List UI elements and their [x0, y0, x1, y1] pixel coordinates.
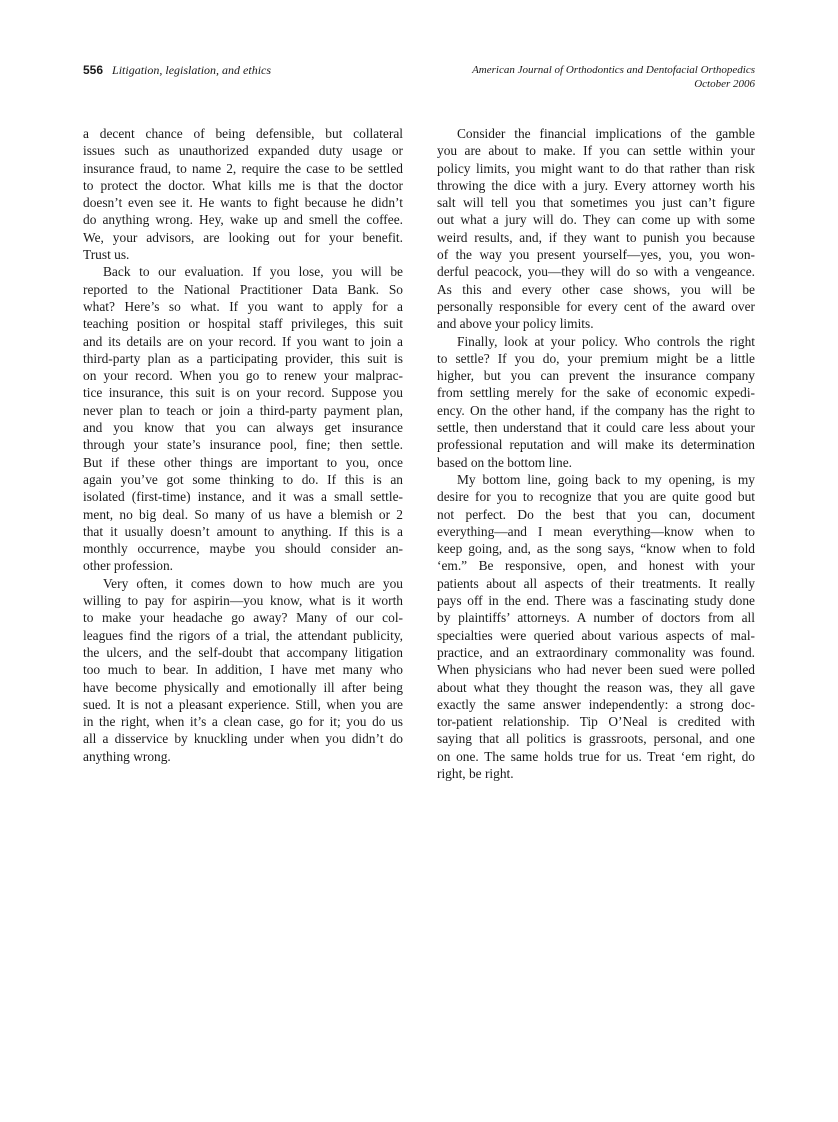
body-text-line: monthly occurrence, maybe you should consider an-	[83, 541, 403, 557]
body-text-line: again you’ve got some thinking to do. If this is an	[83, 471, 403, 487]
issue-date: October 2006	[694, 78, 755, 90]
body-text-line: salt will tell you that sometimes you just can’t figure	[437, 195, 755, 211]
body-text-line: that it usually doesn’t amount to anything. If this is a	[83, 523, 403, 539]
running-header-left	[83, 63, 271, 77]
body-text-line: about what they thought the reason was, they all gave	[437, 679, 755, 695]
body-text-line: anything wrong.	[83, 748, 171, 764]
body-text-line: weird results, and, if they want to punish you because	[437, 229, 755, 245]
body-text-line: Back to our evaluation. If you lose, you will be	[103, 264, 403, 280]
body-text-line: desire for you to recognize that you are quite good but	[437, 489, 755, 505]
body-text-line: tor-patient relationship. Tip O’Neal is credited with	[437, 714, 755, 730]
body-text-line: Trust us.	[83, 247, 130, 263]
body-text-line: specialties were queried about various aspects of mal-	[437, 627, 755, 643]
body-text-line: what? Here’s so what. If you want to apply for a	[83, 298, 403, 314]
body-text-line: keep going, and, as the song says, “know when to fold	[437, 541, 755, 557]
body-text-line: third-party plan as a participating provider, this suit is	[83, 350, 403, 366]
body-text-line: too much to bear. In addition, I have met many who	[83, 662, 403, 678]
body-text-line: reported to the National Practitioner Data Bank. So	[83, 281, 403, 297]
body-text-line: We, your advisors, are looking out for your benefit.	[83, 229, 403, 245]
body-text-line: never plan to teach or join a third-party payment plan,	[83, 402, 403, 418]
body-text-line: isolated (first-time) instance, and it was a small settle-	[83, 489, 403, 505]
body-text-line: you are about to make. If you can settle within your	[437, 143, 755, 159]
body-text-line: to make your headache go away? Many of our col-	[83, 610, 403, 626]
body-text-line: Consider the financial implications of the gamble	[457, 126, 755, 141]
body-text-line: and above your policy limits.	[437, 316, 594, 332]
body-text-line: based on the bottom line.	[437, 454, 572, 470]
body-text-line: professional reputation and will make its determination	[437, 437, 755, 453]
body-text-line: on your record. When you go to renew your malprac-	[83, 368, 403, 384]
body-text-line: to settle? If you do, your premium might be a little	[437, 350, 755, 366]
body-text-line: doesn’t even see it. He wants to fight because he didn’t	[83, 195, 403, 211]
body-text-line: As this and every other case shows, you will be	[437, 281, 755, 297]
body-text-line: settle, then understand that it could care less about your	[437, 420, 755, 436]
body-text-line: willing to pay for aspirin—you know, what is it worth	[83, 593, 403, 609]
body-text-line: patients about all aspects of their treatments. It really	[437, 575, 755, 591]
body-text-line: do anything wrong. Hey, wake up and smell the coffee.	[83, 212, 403, 228]
body-text-line: tice insurance, this suit is on your record. Suppose you	[83, 385, 403, 401]
body-text-line: derful peacock, you—they will do so with a vengeance.	[437, 264, 755, 280]
body-text-line: and its details are on your record. If you want to join a	[83, 333, 403, 349]
body-text-line: by plaintiffs’ attorneys. A number of doctors from all	[437, 610, 755, 626]
journal-title: American Journal of Orthodontics and Dentofacial Orthopedics	[472, 64, 755, 76]
body-text-line: When physicians who had never been sued were polled	[437, 662, 755, 678]
body-text-line: from settling merely for the sake of economic expedi-	[437, 385, 755, 401]
body-text-line: not perfect. Do the best that you can, document	[437, 506, 755, 522]
body-text-line: policy limits, you might want to do that rather than risk	[437, 160, 755, 176]
body-text-line: throwing the dice with a jury. Every attorney worth his	[437, 177, 755, 193]
body-text-line: Finally, look at your policy. Who controls the right	[457, 333, 755, 349]
body-text-line: of the way you present yourself—yes, you, you won-	[437, 247, 755, 263]
body-text-line: personally responsible for every cent of the award over	[437, 298, 755, 314]
body-text-line: all a disservice by knuckling under when you didn’t do	[83, 731, 403, 747]
body-text-line: through your state’s insurance pool, fine; then settle.	[83, 437, 403, 453]
body-text-line: exactly the same answer independently: a strong doc-	[437, 696, 755, 712]
body-text-line: right, be right.	[437, 765, 514, 781]
body-text-line: higher, but you can prevent the insurance company	[437, 368, 755, 384]
body-text-line: My bottom line, going back to my opening, is my	[457, 471, 755, 487]
body-text-line: teaching position or hospital staff privileges, this suit	[83, 316, 403, 332]
body-text-line: leagues find the rigors of a trial, the attendant publicity,	[83, 627, 403, 643]
page-number: 556	[83, 63, 104, 77]
body-text-line: practice, and an extraordinary commonality was found.	[437, 644, 755, 660]
body-text-line: and you know that you can always get insurance	[83, 420, 403, 436]
body-text-line: insurance fraud, to name 2, require the case to be settled	[83, 160, 403, 176]
body-text-line: ‘em.” Be responsive, open, and honest with your	[437, 558, 755, 574]
right-text-column	[437, 125, 755, 782]
body-text-line: ment, no big deal. So many of us have a blemish or 2	[83, 506, 403, 522]
section-title: Litigation, legislation, and ethics	[112, 63, 272, 77]
body-text-line: have become physically and emotionally ill after being	[83, 679, 403, 695]
body-text-line: other profession.	[83, 558, 173, 574]
running-header-right	[472, 63, 755, 91]
body-text-line: to protect the doctor. What kills me is that the doctor	[83, 177, 403, 193]
body-text-line: on one. The same holds true for us. Treat ‘em right, do	[437, 748, 755, 764]
left-text-column	[83, 125, 403, 765]
body-text-line: in the right, when it’s a clean case, go for it; you do us	[83, 714, 403, 730]
body-text-line: issues such as unauthorized expanded duty usage or	[83, 143, 403, 159]
body-text-line: the ulcers, and the self-doubt that accompany litigation	[83, 644, 403, 660]
body-text-line: ency. On the other hand, if the company has the right to	[437, 402, 755, 418]
body-text-line: Very often, it comes down to how much are you	[103, 575, 403, 591]
body-text-line: a decent chance of being defensible, but collateral	[83, 126, 403, 141]
body-text-line: out what a jury will do. They can come up with some	[437, 212, 755, 228]
body-text-line: saying that all politics is grassroots, personal, and one	[437, 731, 755, 747]
body-text-line: everything—and I mean everything—know when to	[437, 523, 755, 539]
body-text-line: sued. It is not a pleasant experience. Still, when you are	[83, 696, 403, 712]
body-text-line: pays off in the end. There was a fascinating study done	[437, 593, 755, 609]
body-text-line: But if these other things are important to you, once	[83, 454, 403, 470]
